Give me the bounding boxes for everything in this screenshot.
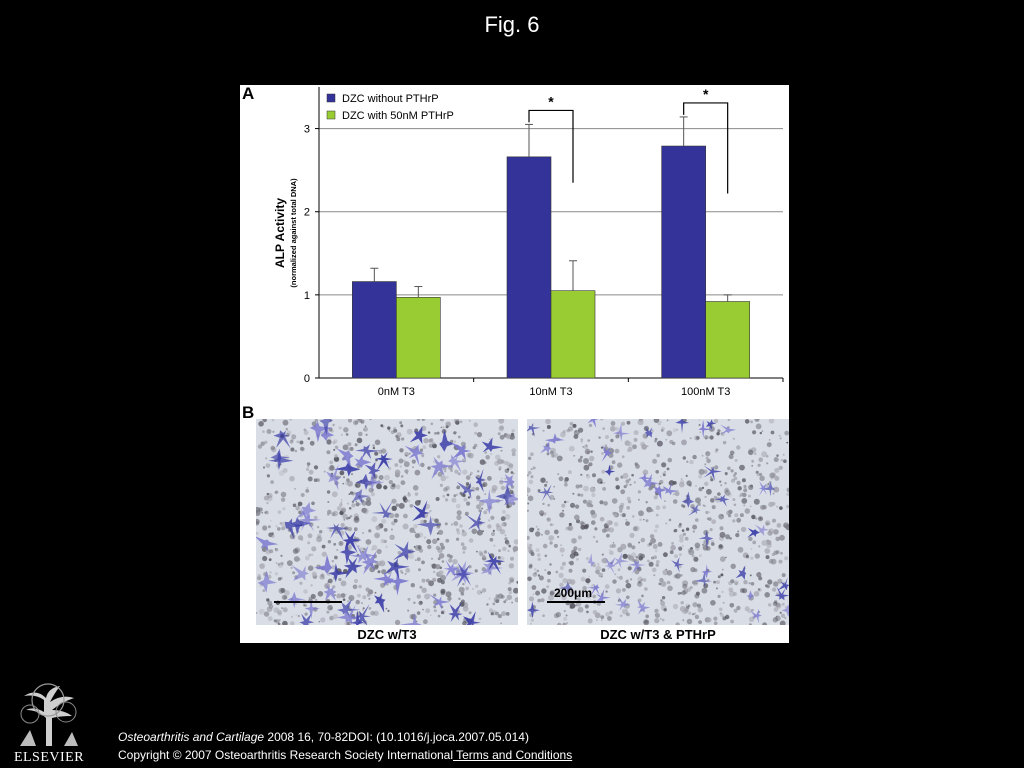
terms-and-conditions-link[interactable]: Terms and Conditions: [453, 748, 573, 762]
micrograph-left: [256, 419, 518, 625]
citation: [118, 730, 529, 744]
panel-a-label: A: [242, 84, 255, 103]
journal-name: Osteoarthritis and Cartilage: [118, 730, 265, 744]
significance-marker: *: [702, 85, 709, 102]
citation-details: 2008 16, 70-82DOI: (10.1016/j.joca.2007.05.014): [264, 730, 529, 744]
legend-swatch: [327, 94, 335, 102]
alp-bar-chart: [240, 85, 789, 405]
x-tick-label: 0nM T3: [377, 386, 415, 398]
copyright-line: [118, 748, 572, 762]
bar-without-pthrp: [352, 282, 396, 378]
y-tick-label: 2: [303, 206, 310, 219]
x-tick-label: 100nM T3: [681, 386, 731, 398]
legend-label: DZC without PTHrP: [342, 93, 439, 105]
significance-marker: *: [548, 93, 554, 110]
copyright-text: Copyright © 2007 Osteoarthritis Research Society International: [118, 748, 454, 762]
x-tick-label: 10nM T3: [529, 386, 573, 398]
legend-swatch: [327, 111, 335, 119]
panel-b-label: B: [242, 403, 255, 422]
bar-with-pthrp: [396, 297, 440, 378]
scale-bar-left: [274, 601, 342, 603]
bar-without-pthrp: [507, 157, 551, 378]
micrograph-left-label: DZC w/T3: [357, 627, 417, 642]
slide-title: Fig. 6: [484, 12, 540, 37]
y-axis-label: ALP Activity: [273, 197, 287, 269]
bar-without-pthrp: [662, 146, 706, 378]
micrograph-right-label: DZC w/T3 & PTHrP: [600, 627, 716, 642]
figure-panel: [240, 85, 789, 643]
y-tick-label: 1: [303, 289, 310, 302]
bar-with-pthrp: [551, 291, 595, 378]
scale-bar-right: [547, 601, 605, 603]
elsevier-logo-text: ELSEVIER: [13, 750, 85, 765]
bar-with-pthrp: [706, 302, 750, 378]
y-tick-label: 3: [303, 123, 310, 136]
scale-bar-label: 200μm: [554, 586, 593, 600]
legend-label: DZC with 50nM PTHrP: [342, 110, 454, 122]
y-tick-label: 0: [303, 373, 310, 385]
y-axis-sublabel: (normalized against total DNA): [289, 178, 298, 288]
